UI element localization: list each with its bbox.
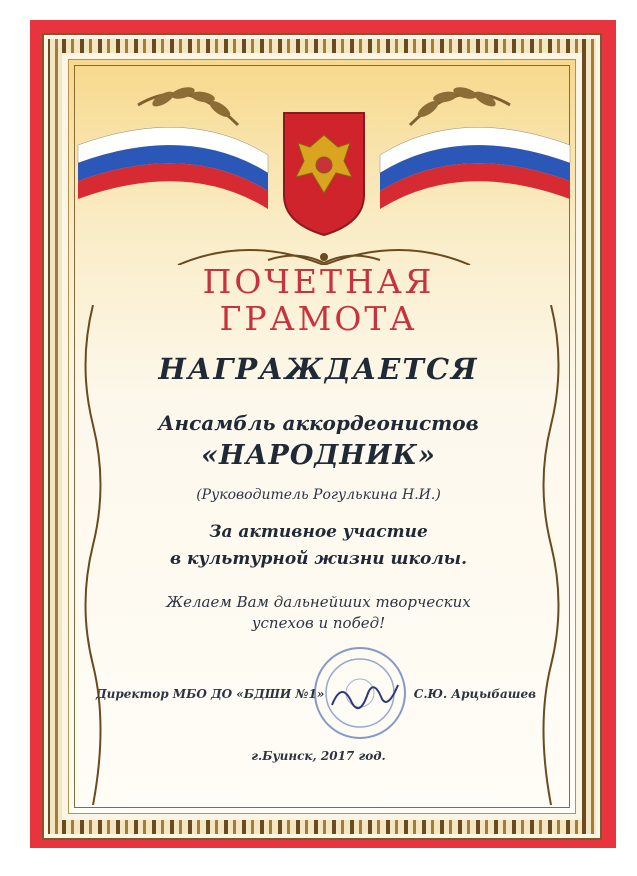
wish-line1: Желаем Вам дальнейших творческих [166,593,471,611]
signer-name: С.Ю. Арцыбашев [413,687,536,701]
recipient-name-line1: Ансамбль аккордеонистов [158,411,479,435]
reason-line1: За активное участие [209,522,428,542]
awarded-heading: НАГРАЖДАЕТСЯ [158,352,479,386]
signature-line [96,687,536,701]
recipient-leader: (Руководитель Рогулькина Н.И.) [196,487,441,503]
signer-title: Директор МБО ДО «БДШИ №1» [96,687,325,701]
place-date: г.Буинск, 2017 год. [251,749,386,763]
wish-line2: успехов и побед! [251,614,386,632]
coat-of-arms-icon [284,113,364,235]
certificate-title-line1: ПОЧЕТНАЯ [202,262,435,301]
header-decoration [68,65,580,265]
certificate-title-line2: ГРАМОТА [219,299,418,338]
reason-line2: в культурной жизни школы. [169,549,468,569]
recipient-name-line2: «НАРОДНИК» [201,440,436,471]
